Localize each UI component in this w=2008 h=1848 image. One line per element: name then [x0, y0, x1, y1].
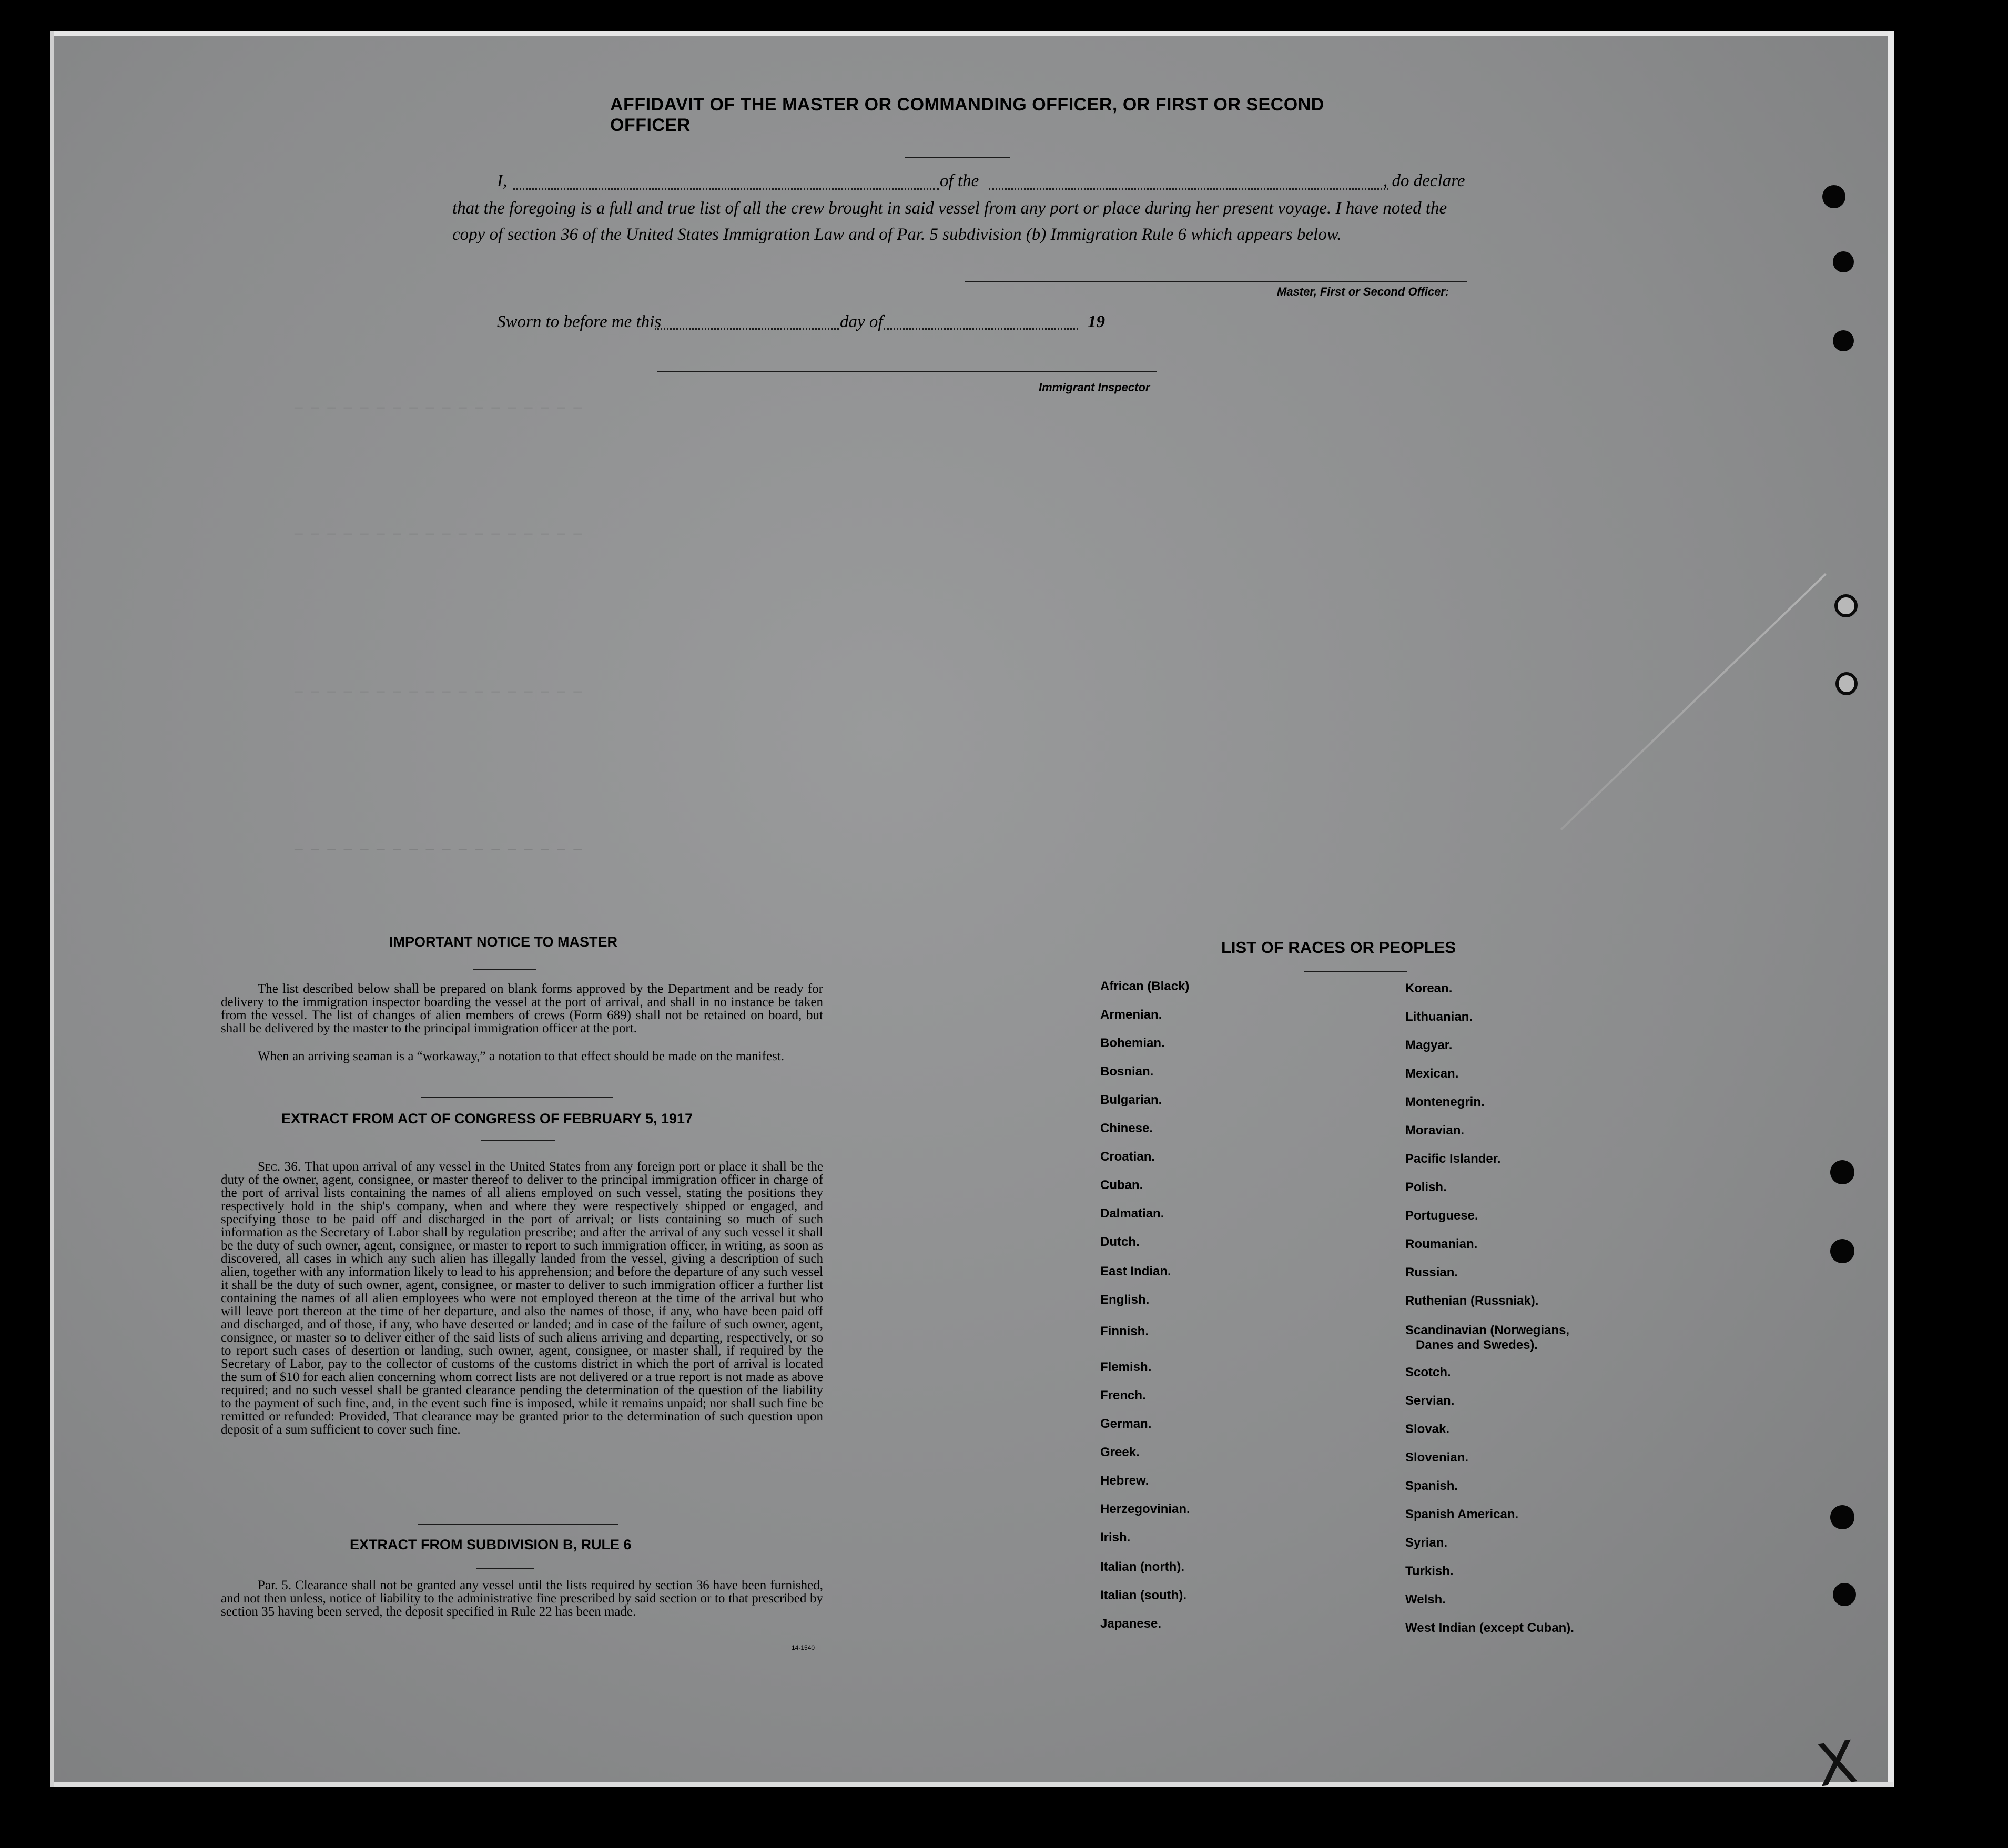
race-item: English. — [1100, 1293, 1150, 1307]
section-label: Sec. 36. — [258, 1160, 301, 1174]
page-edge-bottom — [53, 1782, 1893, 1787]
race-item: Bosnian. — [1100, 1064, 1154, 1079]
section-divider — [421, 1097, 613, 1098]
affidavit-of-label: of the — [940, 171, 979, 190]
section-divider-2 — [418, 1524, 618, 1525]
inspector-signature-line — [657, 371, 1157, 372]
inspector-label: Immigrant Inspector — [1039, 381, 1150, 394]
notice-title: IMPORTANT NOTICE TO MASTER — [389, 934, 617, 950]
race-item: Bulgarian. — [1100, 1093, 1162, 1107]
name-blank — [513, 188, 939, 190]
punch-hole — [1830, 1160, 1854, 1184]
extract-rule-body: Par. 5. Clearance shall not be granted any vessel until the lists required by section 36 have been furnished, and not then unless, notice of liability to the administrative fine prescribed by said section or to that prescribed by section 35 having been served, the deposit specified in Rule 22 has been made. — [221, 1578, 823, 1619]
race-item: Moravian. — [1405, 1123, 1465, 1138]
bleed-through-marks: — — — — — — — — — — — — — — — — — — — [295, 526, 582, 542]
sworn-day-blank — [655, 328, 839, 330]
race-item: Dalmatian. — [1100, 1206, 1164, 1221]
master-signature-line — [965, 281, 1467, 282]
handwritten-mark: X — [1812, 1728, 1861, 1800]
race-item: Magyar. — [1405, 1038, 1453, 1052]
race-item: Montenegrin. — [1405, 1095, 1485, 1109]
race-item: Polish. — [1405, 1180, 1447, 1194]
punch-hole — [1822, 185, 1845, 208]
race-item: Armenian. — [1100, 1008, 1162, 1022]
document-page — [53, 34, 1893, 1785]
day-of-label: day of — [840, 312, 883, 331]
punch-hole — [1830, 1239, 1854, 1263]
vessel-blank — [989, 188, 1388, 190]
race-item: Korean. — [1405, 981, 1453, 996]
race-item: Ruthenian (Russniak). — [1405, 1294, 1539, 1308]
punch-hole — [1833, 251, 1854, 272]
race-item: Russian. — [1405, 1265, 1458, 1280]
race-item: Irish. — [1100, 1530, 1131, 1545]
race-item: Bohemian. — [1100, 1036, 1165, 1050]
race-item: West Indian (except Cuban). — [1405, 1621, 1574, 1635]
punch-hole — [1830, 1505, 1854, 1529]
extract-rule-rule — [476, 1568, 534, 1569]
punch-hole — [1833, 330, 1854, 351]
race-item: Slovak. — [1405, 1422, 1450, 1436]
race-item: African (Black) — [1100, 979, 1190, 993]
races-rule — [1304, 971, 1407, 972]
page-edge-top — [53, 31, 1893, 36]
race-item: Danes and Swedes). — [1416, 1338, 1538, 1352]
bleed-through-marks: — — — — — — — — — — — — — — — — — — — [295, 400, 582, 415]
race-item: Servian. — [1405, 1394, 1455, 1408]
race-item: Spanish American. — [1405, 1507, 1519, 1521]
notice-paragraph-1: The list described below shall be prepared on blank forms approved by the Department and be ready for delivery to the immigration inspector boarding the vessel at the port of arrival, and shall in no instance be taken from the vessel. The list of changes of alien members of crews (Form 689) shall not be retained on board, but shall be delivered by the master to the principal immigration officer at the port. — [221, 982, 823, 1035]
race-item: Italian (south). — [1100, 1588, 1186, 1602]
races-title: LIST OF RACES OR PEOPLES — [1221, 938, 1456, 957]
affidavit-line-2: that the foregoing is a full and true list of all the crew brought in said vessel from any port or place during her present voyage. I have noted the — [452, 199, 1447, 218]
race-item: Lithuanian. — [1405, 1010, 1473, 1024]
month-blank — [884, 328, 1078, 330]
race-item: Chinese. — [1100, 1121, 1153, 1135]
extract-act-title: EXTRACT FROM ACT OF CONGRESS OF FEBRUARY 5, 1917 — [281, 1111, 693, 1126]
race-item: Croatian. — [1100, 1150, 1155, 1164]
race-item: Roumanian. — [1405, 1237, 1478, 1251]
year-prefix: 19 — [1088, 312, 1105, 331]
race-item: Syrian. — [1405, 1536, 1448, 1550]
extract-rule-title: EXTRACT FROM SUBDIVISION B, RULE 6 — [350, 1537, 632, 1552]
race-item: Greek. — [1100, 1445, 1140, 1459]
page-edge-right — [1888, 31, 1894, 1787]
race-item: Turkish. — [1405, 1564, 1454, 1578]
affidavit-line-3: copy of section 36 of the United States Immigration Law and of Par. 5 subdivision (b) Immigration Rule 6 which appears below. — [452, 225, 1342, 244]
section-36-text: That upon arrival of any vessel in the United States from any foreign port or place it shall be the duty of the owner, agent, consignee, or master thereof to deliver to the principal immigration officer in charge of the port of arrival lists containing the names of all aliens employed on such vessel, stating the positions they respectively hold in the ship's company, when and where they were respectively shipped or engaged, and specifying those to be paid off and discharged in the port of arrival; or lists containing so much of such information as the Secretary of Labor shall by regulation prescribe; and after the arrival of any such vessel it shall be the duty of such owner, agent, consignee, or master to report to such immigration officer, in writing, as soon as discovered, all cases in which any such alien has illegally landed from the vessel, giving a description of such alien, together with any information likely to lead to his apprehension; and before the departure of any such vessel it shall be the duty of such owner, agent, consignee, or master to deliver to such immigration officer a further list containing the names of all alien employees who were not employed thereon at the time of the arrival but who will leave port thereon at the time of her departure, and also the names of those, if any, who have been paid off and discharged, and of those, if any, who have deserted or landed; and in case of the failure of such owner, agent, consignee, or master so to deliver either of the said lists of such aliens arriving and departing, respectively, or so to report such cases of desertion or landing, such owner, agent, consignee, or master shall, if required by the Secretary of Labor, pay to the collector of customs of the customs district in which the port of arrival is located the sum of $10 for each alien concerning whom correct lists are not delivered or a true report is not made as above required; and no such vessel shall be granted clearance pending the determination of the question of the liability to the payment of such fine, and, in the event such fine is imposed, while it remains unpaid; nor shall such fine be remitted or refunded: Provided, That clearance may be granted prior to the determination of such question upon deposit of a sum sufficient to cover such fine. — [221, 1160, 823, 1437]
bleed-through-marks: — — — — — — — — — — — — — — — — — — — [295, 684, 582, 699]
notice-paragraph-2: When an arriving seaman is a “workaway,” a notation to that effect should be made on the manifest. — [258, 1049, 785, 1063]
race-item: Slovenian. — [1405, 1450, 1469, 1465]
extract-act-rule — [481, 1140, 555, 1141]
race-item: Welsh. — [1405, 1592, 1446, 1607]
race-item: Italian (north). — [1100, 1560, 1184, 1574]
punch-hole — [1834, 594, 1858, 617]
race-item: German. — [1100, 1417, 1152, 1431]
affidavit-i-label: I, — [497, 171, 508, 190]
race-item: Pacific Islander. — [1405, 1152, 1501, 1166]
page-edge-left — [50, 31, 54, 1787]
race-item: East Indian. — [1100, 1264, 1171, 1278]
master-signature-label: Master, First or Second Officer: — [1277, 285, 1449, 298]
race-item: Spanish. — [1405, 1479, 1458, 1493]
race-item: Finnish. — [1100, 1324, 1149, 1338]
extract-act-body — [221, 1160, 823, 1436]
race-item: Herzegovinian. — [1100, 1502, 1190, 1516]
race-item: Mexican. — [1405, 1067, 1459, 1081]
bleed-through-marks: — — — — — — — — — — — — — — — — — — — [295, 841, 582, 857]
race-item: Cuban. — [1100, 1178, 1143, 1192]
affidavit-declare-label: , do declare — [1383, 171, 1465, 190]
race-item: French. — [1100, 1388, 1146, 1403]
race-item: Flemish. — [1100, 1360, 1152, 1374]
race-item: Japanese. — [1100, 1617, 1162, 1631]
form-number: 14-1540 — [792, 1644, 815, 1651]
punch-hole — [1835, 672, 1858, 695]
title-rule — [905, 157, 1010, 158]
race-item: Hebrew. — [1100, 1474, 1149, 1488]
notice-rule — [473, 969, 536, 970]
affidavit-title: AFFIDAVIT OF THE MASTER OR COMMANDING OFFICER, OR FIRST OR SECOND OFFICER — [610, 95, 1324, 135]
race-item: Scandinavian (Norwegians, — [1405, 1323, 1570, 1337]
punch-hole — [1833, 1583, 1856, 1606]
race-item: Scotch. — [1405, 1365, 1451, 1379]
race-item: Portuguese. — [1405, 1209, 1478, 1223]
race-item: Dutch. — [1100, 1235, 1140, 1249]
sworn-label: Sworn to before me this — [497, 312, 662, 331]
